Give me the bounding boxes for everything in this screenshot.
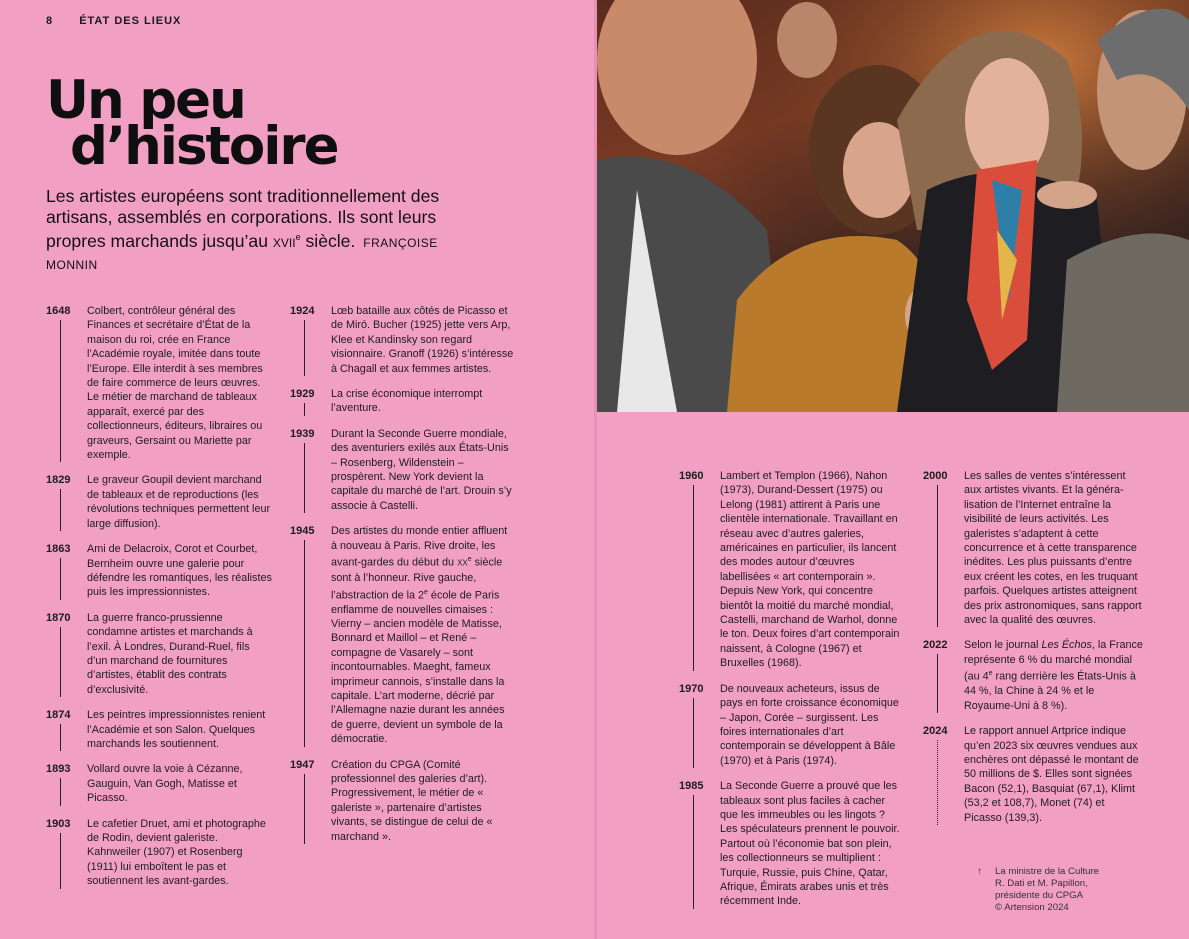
caption-credit: © Artension 2024: [995, 902, 1069, 913]
timeline-year: 1874: [46, 709, 71, 722]
lede-text-end: siècle.: [300, 230, 356, 251]
timeline-column-4: [923, 469, 1145, 836]
timeline-rule: [937, 740, 938, 825]
section-label: ÉTAT DES LIEUX: [79, 15, 182, 27]
timeline-entry: [46, 473, 272, 531]
lede-century: XVII: [272, 235, 296, 250]
timeline-text: [964, 638, 1145, 713]
timeline-year: 1929: [290, 388, 315, 401]
timeline-entry: [290, 758, 516, 844]
timeline-text: Colbert, contrôleur général des Finances et secrétaire d’État de la maison du roi, crée en France l’Académie royale, imitée dans toute l’Europe. Elle interdit à ses membres de faire commerce de leurs œuvres. Le métier de marchand de tableaux apparaît, exercé par des collectionneurs, éditeurs, libraires ou graveurs, Gersaint ou Mariette par exemple.: [87, 305, 263, 462]
timeline-year: 1870: [46, 611, 71, 624]
timeline-text: Durant la Seconde Guerre mondiale, des aventuriers exilés aux États-Unis – Rosenberg, Wildenstein – prospèrent. New York devient la capitale du marché de l’art. Drouin s’y associe à Castelli.: [331, 427, 512, 512]
timeline-entry: [46, 762, 272, 805]
timeline-year: 2022: [923, 639, 948, 652]
text-part: siècle sont à l’honneur. Rive gauche, l’abstraction de la 2: [331, 556, 503, 602]
timeline-text: [331, 524, 516, 746]
timeline-rule: [60, 558, 61, 600]
timeline-rule: [60, 833, 61, 889]
timeline-year: 2024: [923, 725, 948, 738]
timeline-entry: [290, 304, 516, 376]
timeline-year: 1970: [679, 682, 704, 695]
folio: [46, 15, 181, 27]
timeline-rule: [304, 774, 305, 844]
title-line-1: Un peu: [46, 70, 245, 131]
timeline-rule: [60, 724, 61, 751]
timeline-text: Création du CPGA (Comité professionnel des galeries d’art). Progressivement, le métier de « galeriste », partenaire d’artistes vivants, se distingue de celui de « marchand ».: [331, 758, 493, 843]
timeline-rule: [937, 654, 938, 713]
text-part: école de Paris enflamme de nouvelles cimaises : Vierny – ancien modèle de Matisse, Bonnard et Maillol – et René – compagne de Vasarely – sont incontournables. Maeght, fameux imprimeur cannois, s’installe dans la capitale. L’art moderne, décrié par l’Allemagne nazie durant les années de guerre, devient un symbole de la démocratie.: [331, 589, 505, 746]
caption-line: R. Dati et M. Papillon,: [995, 878, 1088, 889]
timeline-rule: [304, 403, 305, 416]
timeline-entry: [46, 304, 272, 462]
timeline-entry: [46, 542, 272, 600]
timeline-year: 1924: [290, 305, 315, 317]
timeline-entry: [46, 611, 272, 697]
timeline-text: La guerre franco-prussienne condamne artistes et marchands à l’exil. À Londres, Durand-Ruel, fils d’un marchand de fournitures d’artistes, établit des contrats d’exclusivité.: [87, 611, 253, 696]
photo-caption: [977, 866, 1145, 914]
timeline-text: Les peintres impressionnistes renient l’Académie et son Salon. Quelques marchands les soutiennent.: [87, 709, 266, 750]
timeline-text: La crise économique interrompt l’aventure.: [331, 388, 483, 415]
timeline-rule: [693, 795, 694, 909]
timeline-text: Ami de Delacroix, Corot et Courbet, Bernheim ouvre une galerie pour défendre les romantiques, les réalistes puis les impressionnistes.: [87, 543, 272, 599]
timeline-rule: [60, 489, 61, 531]
timeline-year: 1960: [679, 470, 704, 482]
timeline-rule: [60, 320, 61, 462]
timeline-rule: [304, 443, 305, 513]
timeline-text: Lambert et Templon (1966), Nahon (1973), Durand-Dessert (1975) ou Lelong (1981) attirent à Paris une clientèle internationale. Travaillant en réseau avec d’autres galeries, américaines en particulier, ils lancent des modes autour d’œuvres labellisées « art contemporain ». Depuis New York, qui concentre bientôt la moitié du marché mondial, Castelli, marchand de Warhol, donne le ton. Deux foires d’art contemporain naissent, à Cologne (1967) et Bruxelles (1968).: [720, 470, 900, 670]
timeline-text: Le cafetier Druet, ami et photographe de Rodin, devient galeriste. Kahnweiler (1907) et Rosenberg (1911) lui emboîtent le pas et soutiennent les avant-gardes.: [87, 817, 266, 888]
timeline-year: 1939: [290, 427, 315, 440]
timeline-entry: [923, 724, 1145, 825]
timeline-year: 1945: [290, 525, 315, 538]
page-number: 8: [46, 15, 54, 27]
timeline-rule: [693, 485, 694, 671]
timeline-entry: [679, 682, 901, 768]
lede-text: Les artistes européens sont traditionnellement des artisans, assemblés en corporations. Ils sont leurs propres marchands jusqu’au: [46, 186, 440, 251]
timeline-rule: [304, 320, 305, 376]
title-line-2: d’histoire: [70, 116, 338, 177]
timeline-column-1: [46, 304, 272, 900]
timeline-year: 1829: [46, 474, 71, 487]
timeline-text: La Seconde Guerre a prouvé que les tableaux sont plus faciles à cacher que les immeubles ou les lingots ? Les spéculateurs prennent le pouvoir. Partout où l’économie bat son plein, les collectionneurs se multiplient : Turquie, Russie, puis Chine, Qatar, Afrique, Émirats arabes unis et très récemment Inde.: [720, 780, 900, 908]
timeline-entry: [923, 469, 1145, 627]
timeline-entry: [290, 387, 516, 416]
caption-line: présidente du CPGA: [995, 890, 1083, 901]
timeline-year: 1903: [46, 817, 71, 830]
author-byline: FRANÇOISE MONNIN: [46, 235, 438, 273]
text-part: Des artistes du monde entier affluent à nouveau à Paris. Rive droite, les avant-gardes du début du: [331, 525, 508, 569]
text-part: rang derrière les États-Unis à 44 %, la Chine à 24 % et le Royaume-Uni à 8 %).: [964, 670, 1136, 712]
caption-line: La ministre de la Culture: [995, 866, 1099, 877]
timeline-year: 1863: [46, 543, 71, 556]
publication-name: Les Échos: [1041, 639, 1092, 652]
timeline-year: 1893: [46, 763, 71, 776]
timeline-entry: [46, 708, 272, 751]
timeline-text: Le rapport annuel Artprice indique qu’en 2023 six œuvres vendues aux enchères ont dépassé le montant de 50 millions de $. Elles sont signées Bacon (52,1), Basquiat (67,1), Klimt (53,2 et 108,7), Monet (74) et Picasso (139,3).: [964, 725, 1139, 824]
text-part: , la France représente 6 % du marché mondial (au 4: [964, 639, 1143, 683]
lede: [46, 186, 466, 276]
timeline-rule: [304, 540, 305, 746]
right-page: [597, 0, 1189, 939]
century-sup: e: [467, 556, 472, 564]
timeline-text: Lœb bataille aux côtés de Picasso et de Miró. Bucher (1925) jette vers Arp, Klee et Kandinsky son regard visionnaire. Granoff (1926) s’intéresse à Chagall et aux femmes artistes.: [331, 305, 514, 375]
timeline-year: 1947: [290, 758, 315, 771]
arrow-up-icon: ↑: [977, 866, 982, 877]
timeline-entry: [679, 469, 901, 671]
timeline-text: Vollard ouvre la voie à Cézanne, Gauguin, Van Gogh, Matisse et Picasso.: [87, 763, 243, 805]
timeline-entry: [923, 638, 1145, 713]
timeline-rule: [60, 627, 61, 697]
timeline-year: 1985: [679, 780, 704, 793]
timeline-text: De nouveaux acheteurs, issus de pays en forte croissance économique – Japon, Corée – surgissent. Les foires internationales d’art contemporain se développent à Bâle (1970) et à Paris (1974).: [720, 682, 899, 767]
timeline-entry: [679, 779, 901, 909]
timeline-entry: [290, 524, 516, 746]
ordinal-sup: e: [424, 588, 428, 596]
timeline-year: 2000: [923, 470, 948, 482]
timeline-rule: [693, 698, 694, 768]
century: XX: [457, 558, 468, 568]
event-photo: [597, 0, 1189, 412]
photo-illustration: [597, 0, 1189, 412]
timeline-entry: [290, 427, 516, 513]
timeline-text: Les salles de ventes s’intéressent aux artistes vivants. Et la généra-lisation de l’Internet entraîne la visibilité de leurs activités. Les galeristes s’adaptent à cette concurrence et à cette transparence inédites. Les plus puissants d’entre eux créent les cotes, en les truquant parfois. Quelques artistes atteignent des prix astronomiques, sans rapport avec la qualité des œuvres.: [964, 470, 1142, 627]
timeline-column-2: [290, 304, 516, 855]
timeline-entry: [46, 817, 272, 889]
ordinal-sup: e: [988, 670, 993, 678]
left-page: [0, 0, 594, 939]
timeline-year: 1648: [46, 305, 71, 317]
timeline-column-3: [679, 469, 901, 920]
timeline-rule: [60, 778, 61, 805]
lede-century-sup: e: [295, 232, 301, 242]
text-part: Selon le journal: [964, 639, 1042, 652]
timeline-text: Le graveur Goupil devient marchand de tableaux et de reproductions (les révolutions techniques permettent leur large diffusion).: [87, 474, 271, 530]
page-title: [46, 70, 338, 177]
timeline-rule: [937, 485, 938, 627]
